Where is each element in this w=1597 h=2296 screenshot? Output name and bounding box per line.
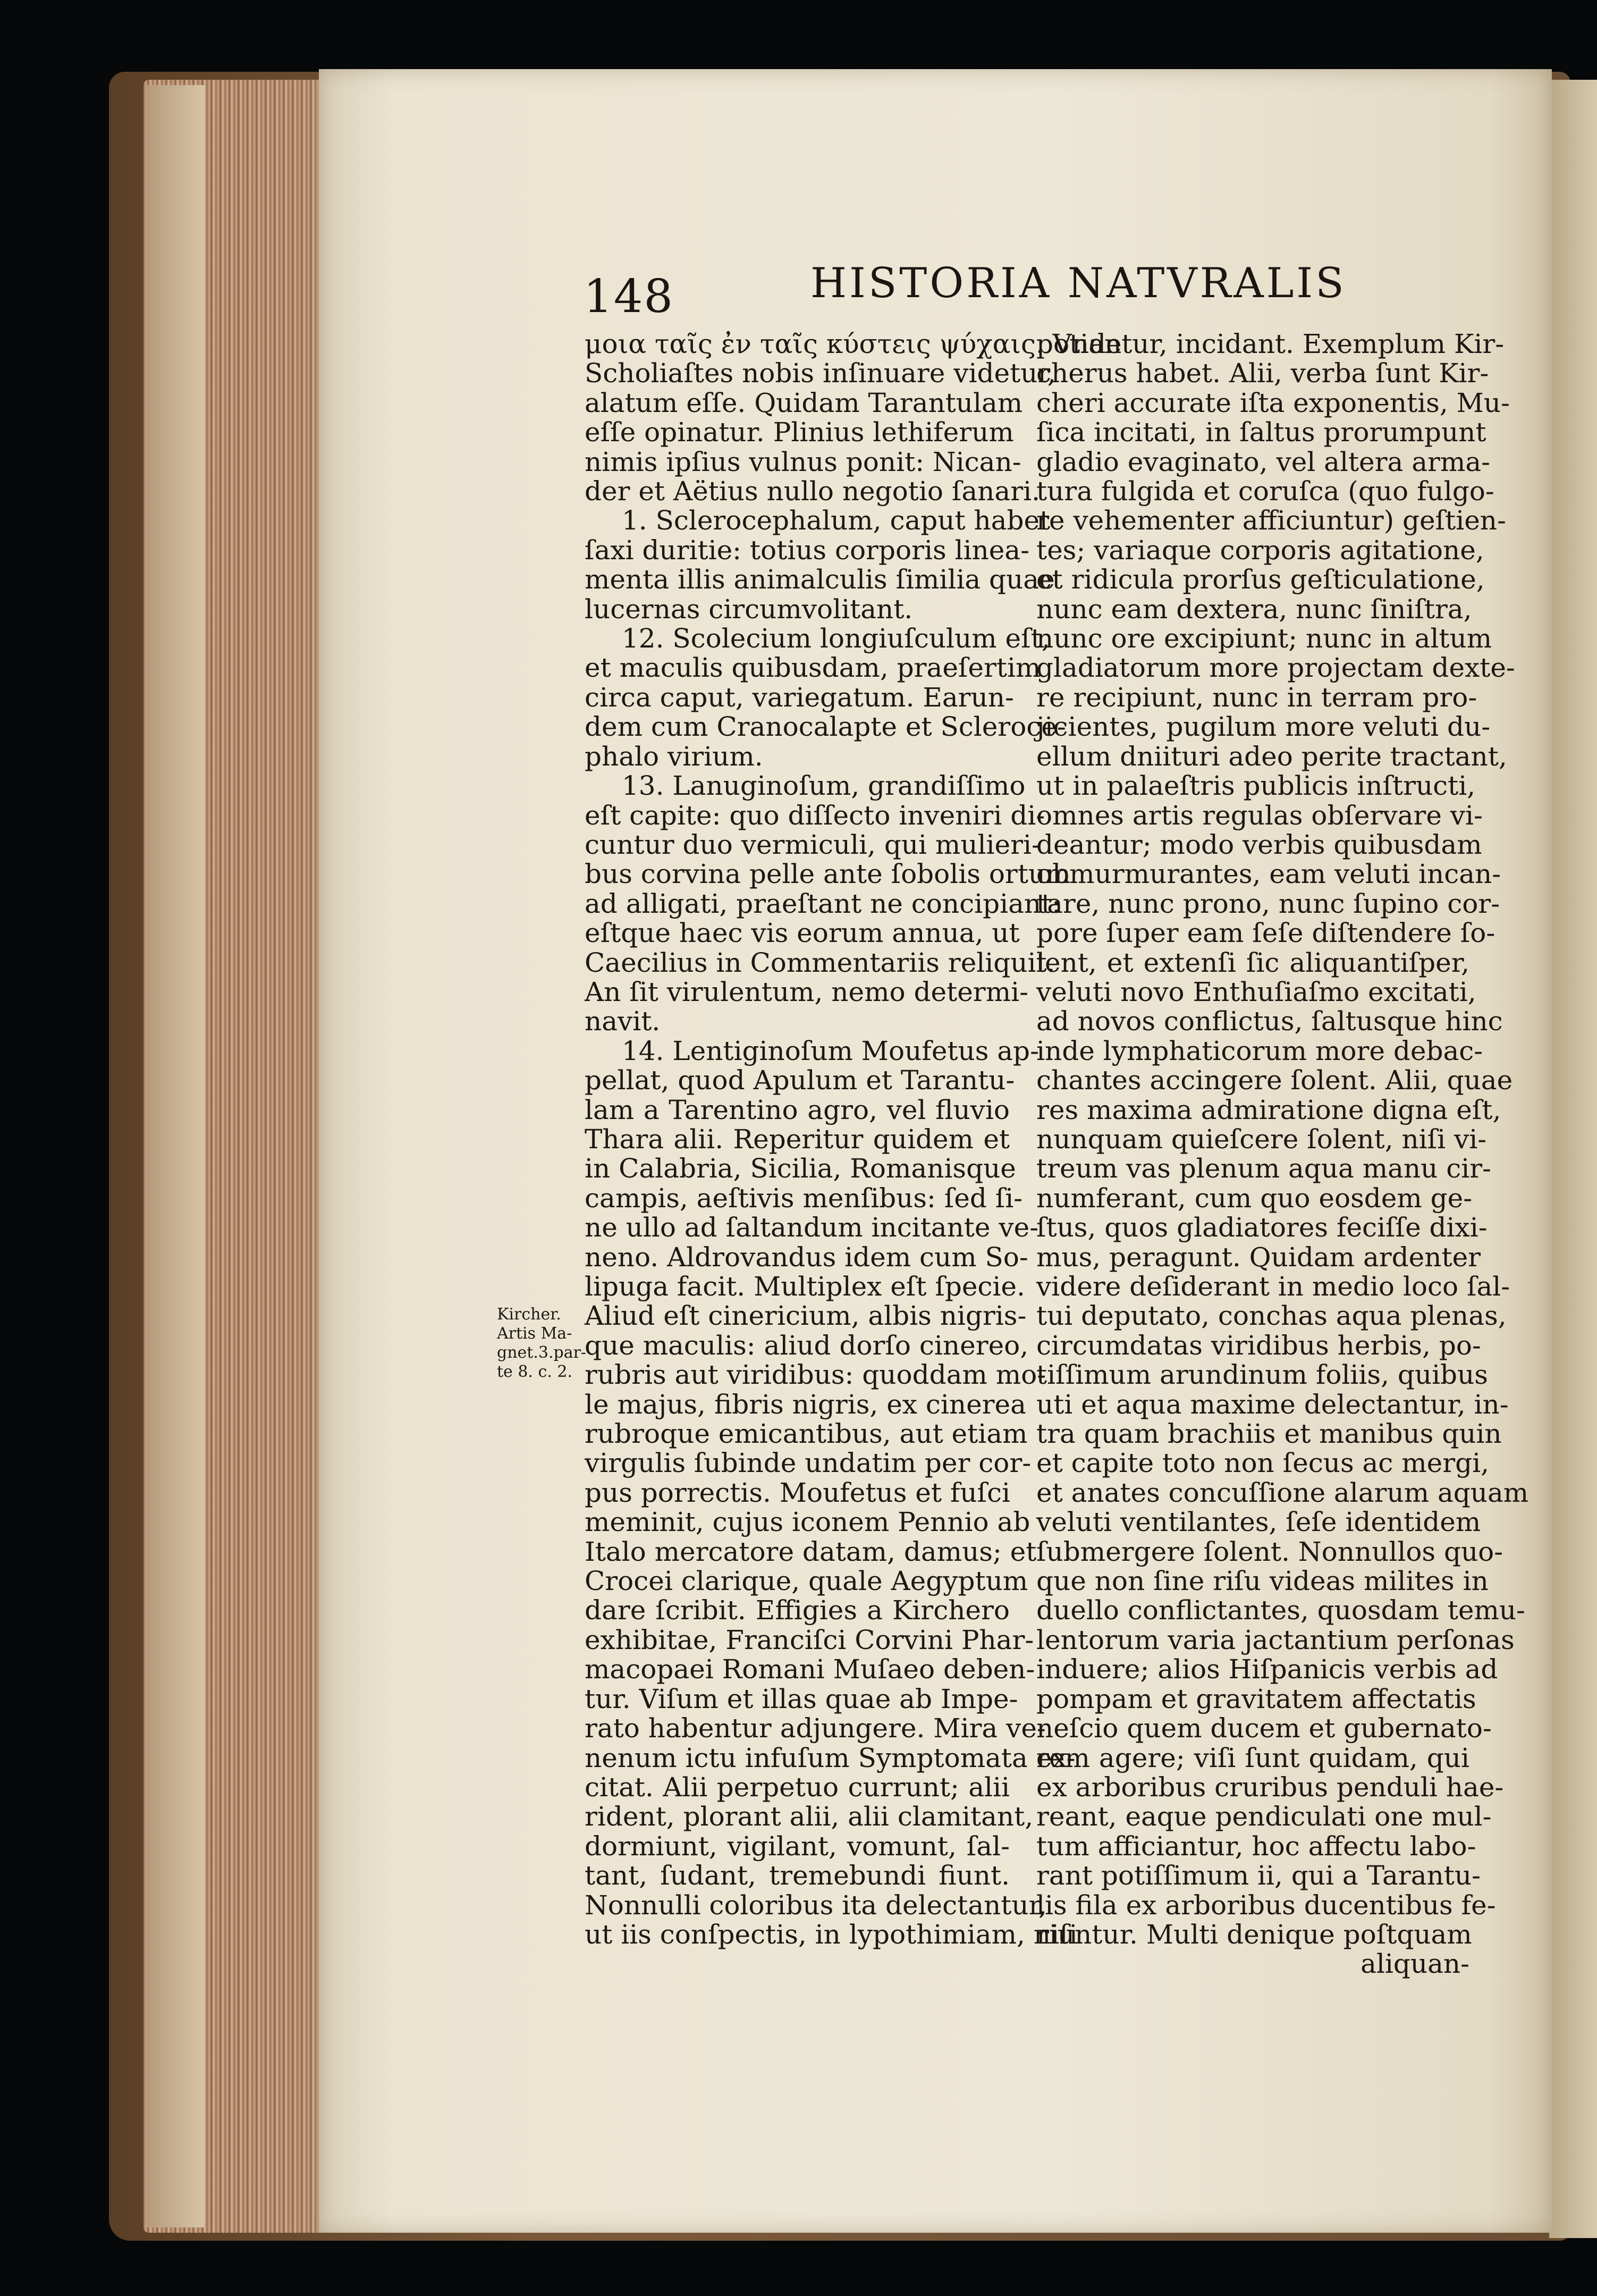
text-line: dem cum Cranocalapte et Scleroce-: [585, 711, 1066, 743]
text-line: tura fulgida et coruſca (quo fulgo-: [1036, 476, 1494, 507]
text-line: ut iis conſpectis, in lypothimiam, niſi: [585, 1919, 1078, 1950]
text-line: circumdatas viridibus herbis, po-: [1036, 1330, 1481, 1361]
text-line: veluti ventilantes, ſeſe identidem: [1036, 1507, 1481, 1538]
text-line: alatum eſſe. Quidam Tarantulam: [585, 387, 1023, 418]
text-line: pompam et gravitatem affectatis: [1036, 1683, 1476, 1714]
text-line: pore ſuper eam ſeſe diſtendere ſo-: [1036, 918, 1495, 949]
text-line: meminit, cujus iconem Pennio ab: [585, 1507, 1030, 1538]
text-line: virgulis ſubinde undatim per cor-: [585, 1448, 1032, 1479]
text-line: uti et aqua maxime delectantur, in-: [1036, 1389, 1509, 1420]
text-line: res maxima admiratione digna eſt,: [1036, 1094, 1501, 1125]
text-line: Italo mercatore datam, damus; et: [585, 1536, 1037, 1567]
text-line: et anates concuſſione alarum aquam: [1036, 1477, 1529, 1508]
text-line: ne ullo ad ſaltandum incitante ve-: [585, 1212, 1039, 1243]
text-line: nunquam quieſcere ſolent, niſi vi-: [1036, 1123, 1487, 1155]
text-line: re recipiunt, nunc in terram pro-: [1036, 682, 1477, 713]
text-line: que non ſine riſu videas milites in: [1036, 1566, 1489, 1597]
text-line: rubroque emicantibus, aut etiam: [585, 1418, 1028, 1450]
text-line: citat. Alii perpetuo currunt; alii: [585, 1771, 1010, 1803]
text-line: rident, plorant alii, alii clamitant,: [585, 1801, 1034, 1832]
text-line: campis, aeſtivis menſibus: ſed ſi-: [585, 1182, 1023, 1214]
text-line: cheri accurate iſta exponentis, Mu-: [1036, 387, 1510, 418]
text-line: Thara alii. Reperitur quidem et: [585, 1123, 1010, 1155]
margin-note-line: Artis Ma-: [497, 1324, 572, 1343]
text-line: lucernas circumvolitant.: [585, 593, 913, 625]
text-line: gladiatorum more projectam dexte-: [1036, 652, 1515, 684]
text-line: der et Aëtius nullo negotio ſanari.: [585, 476, 1040, 507]
text-line: nenum ictu infuſum Symptomata ex-: [585, 1742, 1076, 1773]
running-head: HISTORIA NATVRALIS: [810, 259, 1347, 307]
text-line: nunc eam dextera, nunc ſiniſtra,: [1036, 593, 1472, 625]
text-line: pus porrectis. Moufetus et fuſci: [585, 1477, 1011, 1508]
text-line: le majus, fibris nigris, ex cinerea: [585, 1389, 1026, 1420]
text-line: rant potiſſimum ii, qui a Tarantu-: [1036, 1860, 1481, 1891]
margin-note-line: Kircher.: [497, 1305, 561, 1324]
text-line: re vehementer afficiuntur) geſtien-: [1036, 505, 1506, 536]
text-line: gladio evaginato, vel altera arma-: [1036, 446, 1491, 477]
text-line: et ridicula prorſus geſticulatione,: [1036, 564, 1485, 595]
text-line: tur. Viſum et illas quae ab Impe-: [585, 1683, 1018, 1714]
facing-page-edge: [1549, 80, 1597, 2238]
text-line: aliquan-: [1361, 1948, 1469, 1980]
text-line: neſcio quem ducem et gubernato-: [1036, 1713, 1492, 1744]
text-line: reant, eaque pendiculati one mul-: [1036, 1801, 1492, 1832]
text-line: tra quam brachiis et manibus quin: [1036, 1418, 1502, 1450]
text-line: dormiunt, vigilant, vomunt, ſal-: [585, 1830, 1010, 1862]
text-line: An ſit virulentum, nemo determi-: [585, 976, 1028, 1007]
text-line: et capite toto non ſecus ac mergi,: [1036, 1448, 1490, 1479]
margin-note-line: gnet.3.par-: [497, 1343, 587, 1362]
text-line: ellum dniituri adeo perite tractant,: [1036, 741, 1507, 772]
text-line: exhibitae, Franciſci Corvini Phar-: [585, 1624, 1034, 1655]
text-line: eſtque haec vis eorum annua, ut: [585, 918, 1020, 949]
text-line: tare, nunc prono, nunc ſupino cor-: [1036, 888, 1500, 919]
text-line: dare ſcribit. Effigies a Kirchero: [585, 1595, 1010, 1626]
text-line: treum vas plenum aqua manu cir-: [1036, 1153, 1492, 1184]
text-line: bus corvina pelle ante ſobolis ortum: [585, 859, 1071, 890]
text-line: omnes artis regulas obſervare vi-: [1036, 800, 1483, 831]
text-line: lipuga facit. Multiplex eſt ſpecie.: [585, 1271, 1025, 1302]
text-line: tiſſimum arundinum foliis, quibus: [1036, 1359, 1488, 1391]
text-line: potiantur, incidant. Exemplum Kir-: [1036, 329, 1505, 359]
text-line: 12. Scolecium longiuſculum eſt,: [622, 623, 1050, 654]
margin-note-line: te 8. c. 2.: [497, 1363, 573, 1381]
margin-note: [497, 1305, 587, 1382]
text-line: et maculis quibusdam, praeſertim: [585, 652, 1041, 684]
text-line: eſt capite: quo diſſecto inveniri di-: [585, 800, 1045, 831]
text-line: eſſe opinatur. Plinius lethiferum: [585, 417, 1014, 448]
text-line: nimis ipſius vulnus ponit: Nican-: [585, 446, 1021, 477]
text-line: 14. Lentiginoſum Moufetus ap-: [622, 1035, 1039, 1066]
text-line: Crocei clarique, quale Aegyptum: [585, 1566, 1028, 1597]
page-number: 148: [584, 270, 674, 323]
text-line: lis fila ex arboribus ducentibus fe-: [1036, 1889, 1496, 1921]
text-line: ſubmergere ſolent. Nonnullos quo-: [1036, 1536, 1503, 1567]
text-line: ad novos conflictus, ſaltusque hinc: [1036, 1006, 1503, 1037]
text-line: inde lymphaticorum more debac-: [1036, 1035, 1483, 1066]
text-line: chantes accingere ſolent. Alii, quae: [1036, 1065, 1513, 1096]
text-line: deantur; modo verbis quibusdam: [1036, 829, 1482, 860]
text-line: in Calabria, Sicilia, Romanisque: [585, 1153, 1016, 1184]
text-line: riuntur. Multi denique poſtquam: [1036, 1919, 1472, 1950]
text-line: μοια ταῖς ἐν ταῖς κύστεις ψύχαις. Vnde: [585, 329, 1122, 359]
text-line: jicientes, pugilum more veluti du-: [1036, 711, 1491, 743]
text-line: cuntur duo vermiculi, qui mulieri-: [585, 829, 1041, 860]
text-line: Aliud eſt cinericium, albis nigris-: [585, 1300, 1027, 1332]
text-line: numferant, cum quo eosdem ge-: [1036, 1182, 1473, 1214]
text-line: pellat, quod Apulum et Tarantu-: [585, 1065, 1015, 1096]
text-line: cherus habet. Alii, verba ſunt Kir-: [1036, 358, 1489, 389]
text-line: navit.: [585, 1006, 661, 1037]
text-line: rato habentur adjungere. Mira ve-: [585, 1713, 1046, 1744]
text-line: ad alligati, praeſtant ne concipiant:: [585, 888, 1061, 919]
left-text-column: [585, 329, 1122, 1950]
text-line: duello conflictantes, quosdam temu-: [1036, 1595, 1525, 1626]
text-line: tum afficiantur, hoc affectu labo-: [1036, 1830, 1476, 1862]
text-line: veluti novo Enthuſiaſmo excitati,: [1036, 976, 1476, 1007]
pastedown-endpaper: [146, 85, 205, 2227]
text-line: lent, et extenſi ſic aliquantiſper,: [1036, 947, 1469, 978]
text-line: nunc ore excipiunt; nunc in altum: [1036, 623, 1492, 654]
text-line: ſtus, quos gladiatores feciſſe dixi-: [1036, 1212, 1488, 1243]
text-line: induere; alios Hiſpanicis verbis ad: [1036, 1654, 1498, 1685]
text-line: obmurmurantes, eam veluti incan-: [1036, 859, 1501, 890]
text-line: rubris aut viridibus: quoddam mo-: [585, 1359, 1046, 1391]
text-line: ex arboribus cruribus penduli hae-: [1036, 1771, 1504, 1803]
text-line: tes; variaque corporis agitatione,: [1036, 534, 1484, 566]
text-line: lam a Tarentino agro, vel fluvio: [585, 1094, 1010, 1125]
text-line: ſaxi duritie: totius corporis linea-: [585, 534, 1029, 566]
text-line: rem agere; viſi ſunt quidam, qui: [1036, 1742, 1469, 1773]
text-line: videre deſiderant in medio loco ſal-: [1036, 1271, 1510, 1302]
text-line: circa caput, variegatum. Earun-: [585, 682, 1014, 713]
text-line: tui deputato, conchas aqua plenas,: [1036, 1300, 1507, 1332]
text-line: tant, ſudant, tremebundi fiunt.: [585, 1860, 1010, 1891]
text-line: phalo virium.: [585, 741, 763, 772]
text-line: ut in palaeſtris publicis inſtructi,: [1036, 770, 1476, 802]
text-line: lentorum varia jactantium perſonas: [1036, 1624, 1515, 1655]
text-line: Nonnulli coloribus ita delectantur,: [585, 1889, 1047, 1921]
text-line: mus, peragunt. Quidam ardenter: [1036, 1241, 1481, 1273]
text-line: que maculis: aliud dorſo cinereo,: [585, 1330, 1029, 1361]
text-line: macopaei Romani Muſaeo deben-: [585, 1654, 1035, 1685]
text-line: neno. Aldrovandus idem cum So-: [585, 1241, 1028, 1273]
text-line: Scholiaſtes nobis inſinuare videtur,: [585, 358, 1056, 389]
text-line: Caecilius in Commentariis reliquit.: [585, 947, 1055, 978]
right-text-column: [1036, 329, 1529, 1980]
text-line: ſica incitati, in ſaltus prorumpunt: [1036, 417, 1486, 448]
text-line: 1. Sclerocephalum, caput habet: [622, 505, 1051, 536]
text-line: menta illis animalculis ſimilia quae: [585, 564, 1055, 595]
text-line: 13. Lanuginoſum, grandiſſimo: [622, 770, 1026, 802]
